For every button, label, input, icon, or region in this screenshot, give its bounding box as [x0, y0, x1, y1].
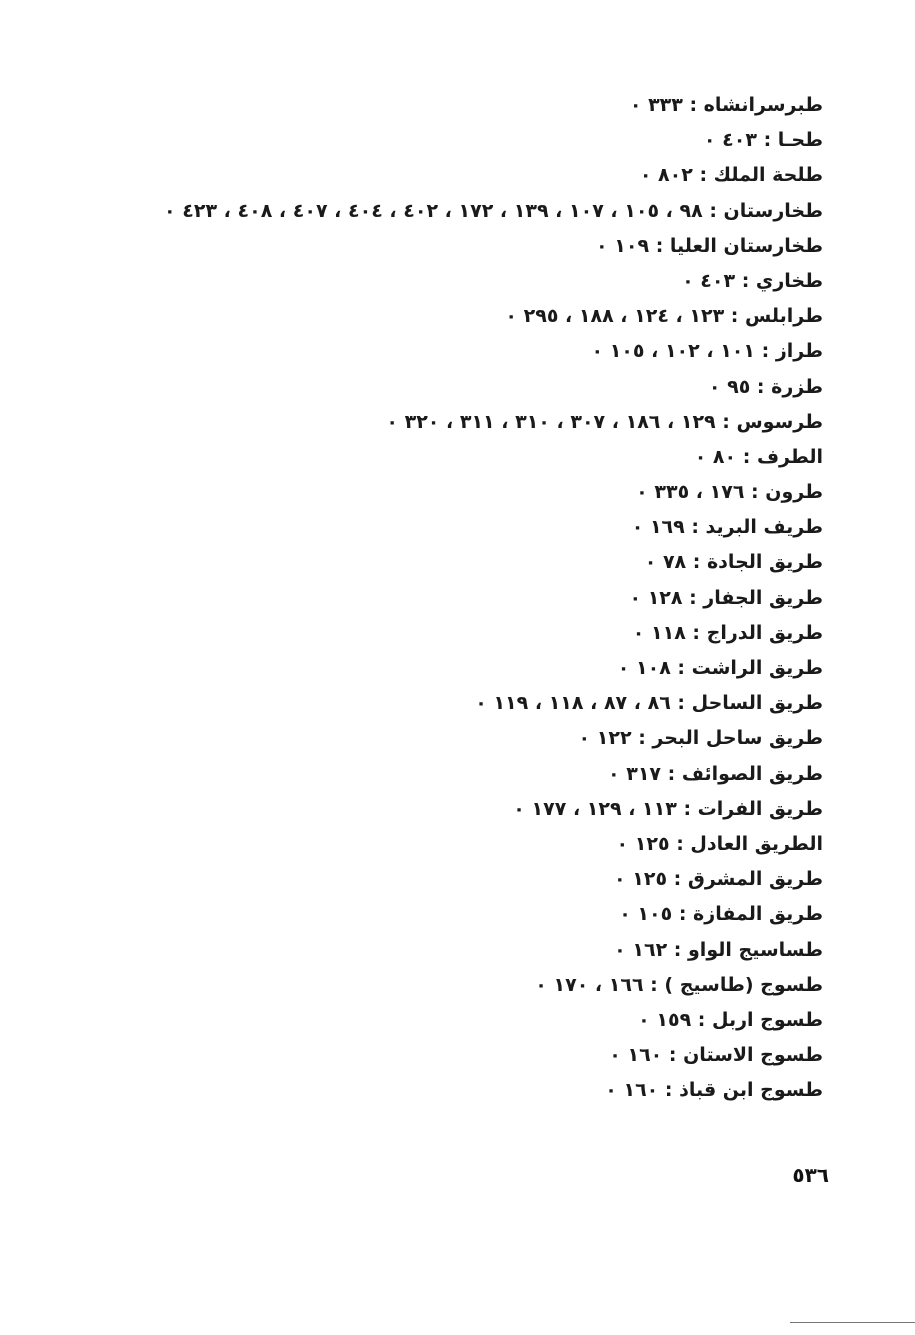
index-entry: طحـا : ٤٠٣ ٠	[703, 129, 823, 152]
page-number: ٥٣٦	[792, 1163, 829, 1187]
index-entry: طريق ساحل البحر : ١٢٢ ٠	[578, 727, 823, 750]
index-entry: طريق الساحل : ٨٦ ، ٨٧ ، ١١٨ ، ١١٩ ٠	[475, 692, 823, 715]
index-entry: طريق الصوائف : ٣١٧ ٠	[607, 762, 823, 785]
index-entry: طريف البريد : ١٦٩ ٠	[631, 516, 823, 539]
index-entry: طريق الدراج : ١١٨ ٠	[632, 621, 823, 644]
index-entry: طبرسرانشاه : ٣٣٣ ٠	[629, 94, 823, 116]
index-entry: طرون : ١٧٦ ، ٣٣٥ ٠	[636, 481, 823, 504]
index-entry: طسوج (طاسيج ) : ١٦٦ ، ١٧٠ ٠	[535, 973, 823, 996]
index-entry: طزرة : ٩٥ ٠	[708, 375, 823, 398]
index-entry: طخارستان : ٩٨ ، ١٠٥ ، ١٠٧ ، ١٣٩ ، ١٧٢ ، ٤٠٢ ، ٤٠٤ ، ٤٠٧ ، ٤٠٨ ، ٤٢٣ ٠	[164, 199, 823, 222]
index-entry: الطريق العادل : ١٢٥ ٠	[616, 832, 823, 855]
index-entry: الطرف : ٨٠ ٠	[694, 445, 823, 468]
index-entry: طسوج ابن قباذ : ١٦٠ ٠	[605, 1079, 823, 1102]
index-entry: طريق الجادة : ٧٨ ٠	[644, 551, 823, 574]
index-entry: طريق الجفار : ١٢٨ ٠	[629, 586, 823, 609]
index-entry: طسوج الاستان : ١٦٠ ٠	[609, 1044, 823, 1067]
index-entry: طرابلس : ١٢٣ ، ١٢٤ ، ١٨٨ ، ٢٩٥ ٠	[505, 305, 823, 328]
index-entry: طراز : ١٠١ ، ١٠٢ ، ١٠٥ ٠	[591, 340, 823, 363]
index-entry: طريق الفرات : ١١٣ ، ١٢٩ ، ١٧٧ ٠	[513, 797, 823, 820]
index-entry: طلحة الملك : ٨٠٢ ٠	[639, 164, 823, 187]
index-entry: طساسيج الواو : ١٦٢ ٠	[614, 938, 823, 961]
index-list	[103, 88, 823, 1108]
index-entry: طخارستان العليا : ١٠٩ ٠	[596, 234, 823, 257]
index-entry: طريق المفازة : ١٠٥ ٠	[619, 903, 823, 926]
index-entry: طسوج اربل : ١٥٩ ٠	[638, 1008, 823, 1031]
index-entry: طخاري : ٤٠٣ ٠	[682, 269, 823, 292]
index-entry: طريق الراشت : ١٠٨ ٠	[617, 657, 823, 679]
index-entry: طريق المشرق : ١٢٥ ٠	[614, 868, 823, 891]
index-entry: طرسوس : ١٢٩ ، ١٨٦ ، ٣٠٧ ، ٣١٠ ، ٣١١ ، ٣٢٠ ٠	[386, 410, 823, 433]
bottom-rule	[790, 1322, 915, 1323]
